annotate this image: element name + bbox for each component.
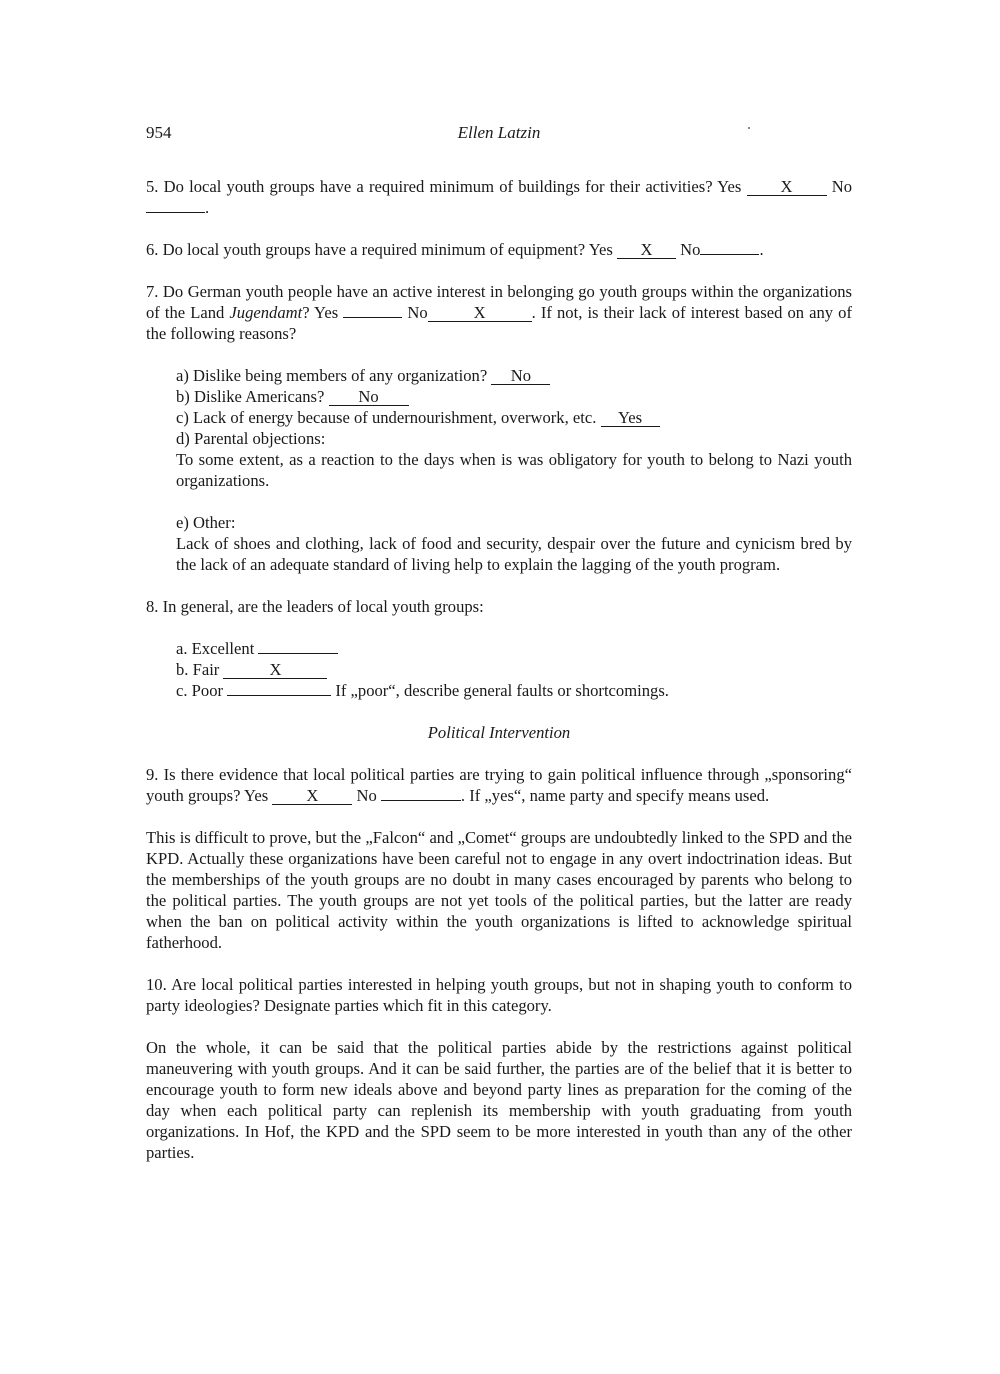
reason-b — [176, 386, 852, 407]
reason-d-text: To some extent, as a reaction to the days when is was obligatory for youth to belong to Nazi youth organizations. — [176, 450, 852, 490]
option-poor-mark — [227, 695, 331, 696]
question-5 — [146, 176, 852, 218]
page-body — [146, 176, 852, 1163]
question-7-text-a: 7. Do German youth people have an active interest in belonging go youth groups within the organizations of the Land — [146, 282, 852, 322]
question-10-answer: On the whole, it can be said that the political parties abide by the restrictions against political maneuvering with youth groups. And it can be said further, the parties are of the belief that it is better to encourage youth to form new ideals above and beyond party lines as preparation for the coming of the day when each political party can replenish its membership with youth graduating from youth organizations. In Hof, the KPD and the SPD seem to be more interested in youth than any of the other parties. — [146, 1038, 852, 1162]
question-7-yes-mark — [343, 317, 402, 318]
question-9-no-label: No — [356, 786, 377, 805]
question-9 — [146, 764, 852, 806]
reason-c — [176, 407, 852, 428]
question-7-jugendamt: Jugendamt — [229, 303, 303, 322]
question-7-text-b: ? Yes — [302, 303, 339, 322]
question-5-no-mark — [146, 212, 205, 213]
question-7-reasons — [146, 365, 852, 575]
question-9-yes-mark: X — [272, 787, 352, 805]
option-excellent-mark — [258, 653, 338, 654]
option-excellent-label: a. Excellent — [176, 639, 255, 658]
question-9-text: 9. Is there evidence that local political parties are trying to gain political influence through „sponsoring“ youth groups? Yes — [146, 765, 852, 805]
option-poor-follow: If „poor“, describe general faults or shortcomings. — [335, 681, 669, 700]
question-7-no-mark: X — [428, 304, 532, 322]
question-6-no-mark — [700, 254, 759, 255]
reason-c-answer: Yes — [601, 409, 660, 427]
question-5-end: . — [205, 198, 210, 217]
question-7 — [146, 281, 852, 344]
question-5-no-label: No — [831, 177, 852, 196]
question-9-follow: . If „yes“, name party and specify means used. — [460, 786, 770, 805]
question-8-options — [146, 638, 852, 701]
question-6 — [146, 239, 852, 260]
running-head: Ellen Latzin — [457, 123, 541, 142]
reason-a-label: a) Dislike being members of any organization? — [176, 366, 488, 385]
question-6-end: . — [759, 240, 764, 259]
reason-d-label: d) Parental objections: — [176, 429, 326, 448]
reason-a-answer: No — [491, 367, 550, 385]
question-7-text-c: . If not, is their lack of interest based on any of the following reasons? — [146, 303, 852, 343]
reason-e-text: Lack of shoes and clothing, lack of food and security, despair over the future and cynicism bred by the lack of an adequate standard of living help to explain the lagging of the youth program. — [176, 534, 852, 574]
reason-c-label: c) Lack of energy because of undernourishment, overwork, etc. — [176, 408, 597, 427]
reason-a — [176, 365, 852, 386]
question-9-no-mark — [381, 800, 461, 801]
section-title: Political Intervention — [427, 723, 571, 742]
question-5-text: 5. Do local youth groups have a required minimum of buildings for their activities? Yes — [146, 177, 742, 196]
page-number: 954 — [146, 123, 172, 142]
question-10-text: 10. Are local political parties interested in helping youth groups, but not in shaping youth to conform to party ideologies? Designate parties which fit in this category. — [146, 975, 852, 1015]
option-poor-label: c. Poor — [176, 681, 224, 700]
option-fair — [176, 659, 852, 680]
question-6-no-label: No — [680, 240, 701, 259]
question-6-text: 6. Do local youth groups have a required minimum of equipment? Yes — [146, 240, 613, 259]
question-7-no-label: No — [407, 303, 428, 322]
page-header — [146, 123, 852, 147]
option-poor — [176, 680, 852, 701]
option-fair-mark: X — [223, 661, 327, 679]
option-excellent — [176, 638, 852, 659]
reason-b-label: b) Dislike Americans? — [176, 387, 325, 406]
reason-b-answer: No — [329, 388, 409, 406]
question-6-yes-mark: X — [617, 241, 676, 259]
question-9-answer: This is difficult to prove, but the „Falcon“ and „Comet“ groups are undoubtedly linked to the SPD and the KPD. Actually these organizations have been careful not to engage in any overt indoctrination ideas. But the memberships of the youth groups are no doubt in many cases encouraged by parents who belong to the political parties. The youth groups are not yet tools of the political parties, but the latter are ready when the ban on political activity within the youth organizations is lifted to acknowledge spiritual fatherhood. — [146, 828, 852, 952]
question-5-yes-mark: X — [747, 178, 827, 196]
question-8-text: 8. In general, are the leaders of local youth groups: — [146, 597, 484, 616]
reason-e-label: e) Other: — [176, 513, 236, 532]
option-fair-label: b. Fair — [176, 660, 220, 679]
